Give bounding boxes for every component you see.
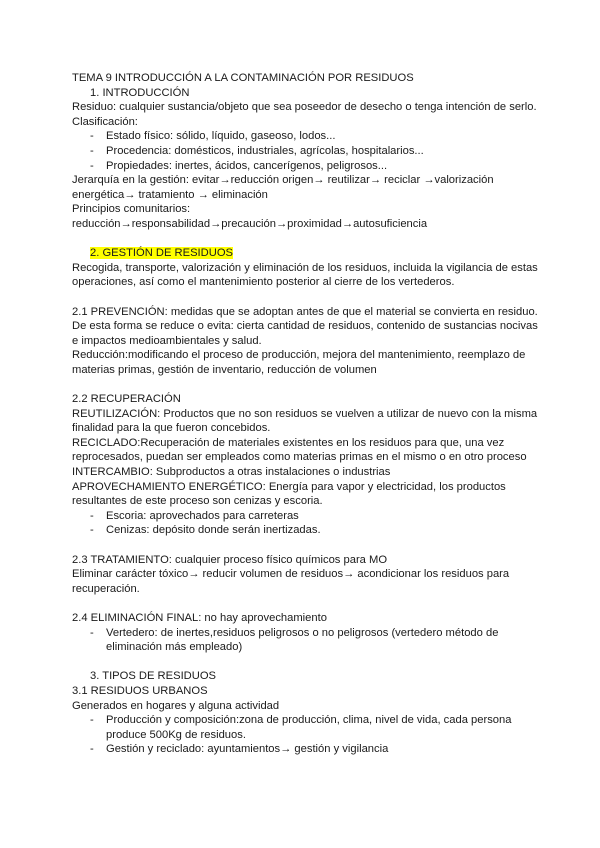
list-item (72, 129, 542, 144)
bullet-dash: - (90, 144, 94, 157)
highlighted-heading: 2. GESTIÓN DE RESIDUOS (90, 247, 233, 260)
bullet-dash: - (90, 626, 94, 639)
bullet-dash: - (90, 509, 94, 522)
prevencion-paragraph: 2.1 PREVENCIÓN: medidas que se adoptan antes de que el material se convierta en residuo. De esta forma se reduce o evita: cierta cantidad de residuos, contenido de sustancias nocivas e impactos medioambientales y salud. (72, 305, 538, 347)
list-item-text: Escoria: aprovechados para carreteras (106, 509, 299, 522)
jerarquia-line-2: energética→ tratamiento → eliminación (72, 188, 268, 201)
document-page (72, 71, 542, 757)
list-item-text: Procedencia: domésticos, industriales, agrícolas, hospitalarios... (106, 144, 424, 157)
list-item (72, 713, 542, 742)
principios-label: Principios comunitarios: (72, 203, 191, 216)
tratamiento-paragraph: Eliminar carácter tóxico→ reducir volumen de residuos→ acondicionar los residuos para recuperación. (72, 568, 510, 595)
section-3-heading: 3. TIPOS DE RESIDUOS (90, 670, 216, 683)
list-item (72, 509, 542, 524)
bullet-dash: - (90, 130, 94, 143)
recuperacion-heading: 2.2 RECUPERACIÓN (72, 393, 181, 406)
jerarquia-line-1: Jerarquía en la gestión: evitar→reducción origen→ reutilizar→ reciclar →valorización (72, 174, 494, 187)
list-item (72, 742, 542, 757)
list-item (72, 523, 542, 538)
section-1-heading: 1. INTRODUCCIÓN (90, 86, 190, 99)
eliminacion-heading: 2.4 ELIMINACIÓN FINAL: no hay aprovechamiento (72, 611, 327, 624)
residuos-urbanos-heading: 3.1 RESIDUOS URBANOS (72, 684, 208, 697)
clasificacion-label: Clasificación: (72, 115, 138, 128)
intercambio-line: INTERCAMBIO: Subproductos a otras instalaciones o industrias (72, 466, 391, 479)
list-item-text: Estado físico: sólido, líquido, gaseoso, lodos... (106, 130, 336, 143)
bullet-dash: - (90, 524, 94, 537)
list-item-text: Propiedades: inertes, ácidos, cancerígenos, peligrosos... (106, 159, 388, 172)
tratamiento-heading: 2.3 TRATAMIENTO: cualquier proceso físico químicos para MO (72, 553, 388, 566)
reciclado-paragraph: RECICLADO:Recuperación de materiales existentes en los residuos para que, una vez reprocesados, puedan ser empleados como materias primas en el mismo o en otro proceso (72, 436, 527, 464)
bullet-dash: - (90, 159, 94, 172)
document-title: TEMA 9 INTRODUCCIÓN A LA CONTAMINACIÓN POR RESIDUOS (72, 72, 414, 84)
section-2-heading (72, 246, 542, 261)
list-item (72, 626, 542, 655)
bullet-dash: - (90, 743, 94, 756)
list-item-text: Gestión y reciclado: ayuntamientos→ gestión y vigilancia (106, 743, 389, 756)
list-item-text: Cenizas: depósito donde serán inertizadas. (106, 524, 321, 537)
residuo-definition: Residuo: cualquier sustancia/objeto que sea poseedor de desecho o tenga intención de serlo. (72, 101, 537, 114)
list-item (72, 159, 542, 174)
list-item-text: Producción y composición:zona de producción, clima, nivel de vida, cada persona produce 500Kg de residuos. (106, 714, 512, 741)
principios-list: reducción→responsabilidad→precaución→proximidad→autosuficiencia (72, 217, 428, 230)
reutilizacion-paragraph: REUTILIZACIÓN: Productos que no son residuos se vuelven a utilizar de nuevo con la misma finalidad para la que fueron concebidos. (72, 407, 538, 435)
list-item (72, 144, 542, 159)
residuos-urbanos-desc: Generados en hogares y alguna actividad (72, 699, 280, 712)
reduccion-paragraph: Reducción:modificando el proceso de producción, mejora del mantenimiento, reemplazo de materias primas, gestión de inventario, reducción de volumen (72, 349, 526, 376)
aprovechamiento-paragraph: APROVECHAMIENTO ENERGÉTICO: Energía para vapor y electricidad, los productos resultantes de este proceso son cenizas y escoria. (72, 480, 506, 508)
gestion-intro: Recogida, transporte, valorización y eliminación de los residuos, incluida la vigilancia de estas operaciones, así como el mantenimiento posterior al cierre de los vertederos. (72, 261, 538, 289)
bullet-dash: - (90, 714, 94, 727)
list-item-text: Vertedero: de inertes,residuos peligrosos o no peligrosos (vertedero método de eliminación más empleado) (106, 626, 499, 654)
